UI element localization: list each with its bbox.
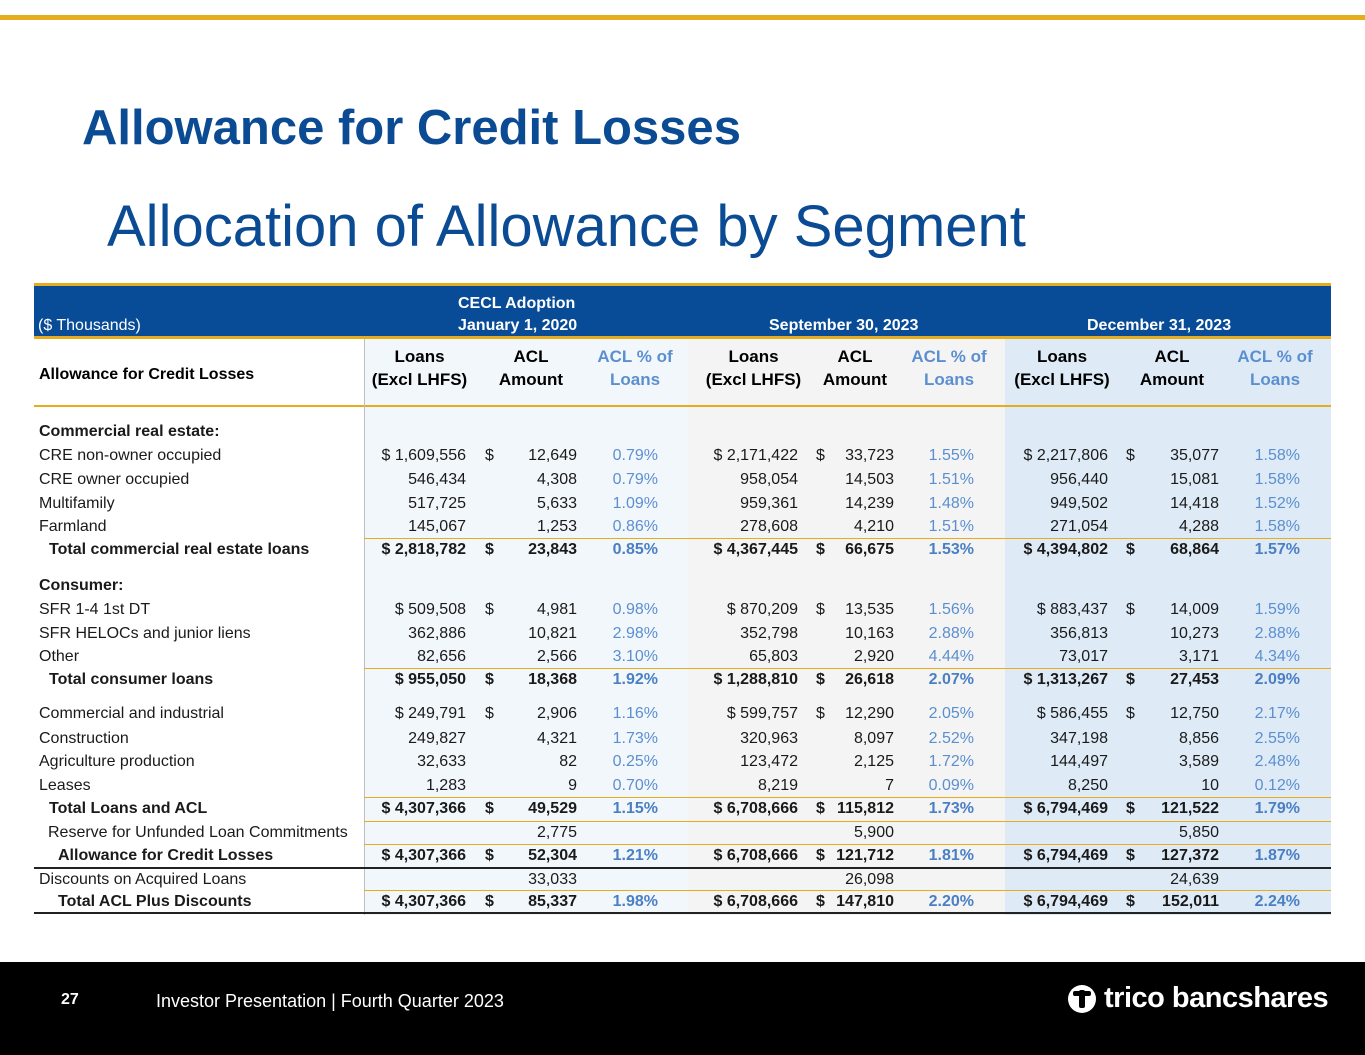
row-label: Reserve for Unfunded Loan Commitments [48, 824, 348, 841]
row-label: CRE non-owner occupied [39, 447, 222, 464]
table-row [34, 469, 1331, 492]
cell-acl-amount: 7 [885, 777, 894, 794]
row-label: Leases [39, 777, 91, 794]
table-row [34, 445, 1331, 468]
row-label: Multifamily [39, 495, 115, 512]
cell-acl-pct: 4.44% [928, 648, 974, 665]
cell-acl-dollar: $ [1126, 800, 1135, 817]
cell-acl-amount: 12,290 [845, 705, 894, 722]
cell-acl-pct: 1.09% [612, 495, 658, 512]
cell-loans: 249,827 [408, 730, 466, 747]
cell-loans: $ 6,708,666 [713, 800, 798, 817]
cell-acl-dollar: $ [485, 893, 494, 910]
cell-acl-amount: 12,750 [1170, 705, 1219, 722]
table-row [34, 751, 1331, 774]
cell-acl-pct: 2.48% [1254, 753, 1300, 770]
table-row [34, 891, 1331, 914]
cell-acl-amount: 121,522 [1161, 800, 1219, 817]
table-row [34, 775, 1331, 798]
period-header-cecl-line2: January 1, 2020 [458, 317, 578, 334]
cell-acl-dollar: $ [816, 893, 825, 910]
cell-loans: $ 4,307,366 [381, 893, 466, 910]
cell-acl-pct: 1.73% [928, 800, 974, 817]
cell-acl-amount: 152,011 [1162, 893, 1219, 910]
cell-acl-amount: 1,253 [536, 518, 577, 535]
cell-acl-amount: 68,864 [1170, 541, 1219, 558]
cell-loans: 352,798 [740, 625, 798, 642]
cell-acl-amount: 9 [568, 777, 577, 794]
row-label: SFR 1-4 1st DT [39, 601, 151, 618]
cell-acl-amount: 52,304 [528, 847, 577, 864]
table-header [34, 283, 1331, 336]
cell-acl-pct: 1.58% [1254, 518, 1300, 535]
cell-acl-pct: 0.12% [1254, 777, 1300, 794]
cell-acl-amount: 33,033 [528, 871, 577, 888]
col-header-acl-pct-2-line2: Loans [1249, 370, 1301, 389]
cell-acl-pct: 0.25% [612, 753, 658, 770]
row-label: Total consumer loans [49, 671, 214, 688]
col-header-acl-pct-1-line1: ACL % of [911, 347, 987, 366]
table-row [34, 646, 1331, 669]
cell-loans: $ 599,757 [726, 705, 798, 722]
cell-acl-amount: 2,566 [536, 648, 577, 665]
table-row [34, 798, 1331, 821]
subtotal-rule-total-loans [364, 797, 1331, 798]
page-title: Allowance for Credit Losses [82, 101, 741, 155]
row-label: Total ACL Plus Discounts [58, 893, 252, 910]
cell-acl-pct: 2.98% [612, 625, 658, 642]
cell-acl-pct: 1.98% [612, 893, 658, 910]
cell-acl-amount: 5,633 [536, 495, 577, 512]
table-row [34, 599, 1331, 622]
cell-acl-amount: 8,097 [853, 730, 894, 747]
cell-acl-amount: 23,843 [528, 541, 577, 558]
cell-loans: $ 249,791 [394, 705, 466, 722]
cell-acl-pct: 2.52% [928, 730, 974, 747]
cell-loans: $ 1,609,556 [381, 447, 466, 464]
cell-acl-dollar: $ [485, 601, 494, 618]
cell-acl-pct: 0.70% [612, 777, 658, 794]
col-header-acl-pct-2 [1230, 345, 1320, 391]
cell-loans: 65,803 [749, 648, 798, 665]
cell-acl-amount: 8,856 [1178, 730, 1219, 747]
table-row [34, 669, 1331, 692]
cell-acl-amount: 3,171 [1178, 648, 1219, 665]
cell-loans: $ 6,794,469 [1023, 893, 1108, 910]
cell-acl-amount: 121,712 [836, 847, 894, 864]
cell-loans: 1,283 [425, 777, 466, 794]
table-row [34, 539, 1331, 562]
cell-acl-amount: 35,077 [1170, 447, 1219, 464]
page-number: 27 [61, 991, 79, 1008]
cell-acl-amount: 2,775 [536, 824, 577, 841]
cell-acl-amount: 85,337 [528, 893, 577, 910]
units-label: ($ Thousands) [38, 317, 141, 334]
cell-loans: $ 6,794,469 [1023, 800, 1108, 817]
cell-loans: 73,017 [1059, 648, 1108, 665]
cell-acl-dollar: $ [1126, 601, 1135, 618]
cell-loans: 32,633 [417, 753, 466, 770]
rule-after-reserve [364, 844, 1331, 845]
column-header-rule [34, 405, 1331, 407]
cell-acl-amount: 10,273 [1170, 625, 1219, 642]
cell-acl-pct: 1.56% [928, 601, 974, 618]
cell-acl-amount: 33,723 [845, 447, 894, 464]
col-header-acl-pct-0 [590, 345, 680, 391]
table-row [34, 728, 1331, 751]
col-header-acl-1-line1: ACL [837, 347, 873, 366]
row-label: Discounts on Acquired Loans [39, 871, 247, 888]
cell-acl-dollar: $ [1126, 893, 1135, 910]
cell-loans: $ 955,050 [394, 671, 466, 688]
section-commercial-real-estate [34, 421, 1331, 444]
cell-acl-pct: 1.59% [1254, 601, 1300, 618]
cell-acl-pct: 1.73% [612, 730, 658, 747]
col-header-acl-pct-1-line2: Loans [923, 370, 975, 389]
cell-acl-pct: 1.92% [612, 671, 658, 688]
section-commercial-real-estate-label: Commercial real estate: [39, 423, 220, 440]
cell-acl-pct: 0.85% [612, 541, 658, 558]
cell-acl-pct: 1.87% [1254, 847, 1300, 864]
cell-acl-amount: 26,098 [845, 871, 894, 888]
cell-acl-amount: 4,981 [536, 601, 577, 618]
cell-acl-pct: 2.07% [928, 671, 974, 688]
cell-acl-amount: 10,821 [528, 625, 577, 642]
cell-acl-amount: 15,081 [1170, 471, 1219, 488]
cell-acl-pct: 1.57% [1254, 541, 1300, 558]
cell-loans: $ 4,307,366 [381, 800, 466, 817]
cell-acl-pct: 1.15% [612, 800, 658, 817]
cell-loans: $ 6,794,469 [1023, 847, 1108, 864]
cell-acl-dollar: $ [816, 601, 825, 618]
cell-loans: 145,067 [408, 518, 466, 535]
cell-acl-pct: 1.58% [1254, 447, 1300, 464]
cell-acl-amount: 14,239 [845, 495, 894, 512]
col-header-acl-2-line2: Amount [1139, 370, 1205, 389]
cell-acl-amount: 82 [559, 753, 577, 770]
cell-acl-amount: 12,649 [528, 447, 577, 464]
cell-acl-dollar: $ [485, 671, 494, 688]
cell-acl-dollar: $ [1126, 541, 1135, 558]
col-header-acl-2-line1: ACL [1154, 347, 1190, 366]
table-row [34, 516, 1331, 539]
cell-acl-pct: 1.51% [928, 518, 974, 535]
cell-loans: 144,497 [1050, 753, 1108, 770]
col-header-loans-2-line2: (Excl LHFS) [1014, 370, 1110, 389]
cell-acl-dollar: $ [816, 847, 825, 864]
column-header-row [34, 339, 1331, 407]
cell-acl-pct: 1.72% [928, 753, 974, 770]
cell-acl-amount: 4,210 [853, 518, 894, 535]
cell-acl-dollar: $ [485, 705, 494, 722]
logo-text: trico bancshares [1104, 982, 1329, 1014]
row-label: Farmland [39, 518, 107, 535]
col-header-acl-2 [1134, 345, 1210, 391]
cell-acl-amount: 5,900 [853, 824, 894, 841]
page-subtitle: Allocation of Allowance by Segment [107, 194, 1026, 259]
col-header-loans-0-line1: Loans [394, 347, 445, 366]
cell-acl-pct: 0.79% [612, 447, 658, 464]
col-header-loans-2 [1010, 345, 1114, 391]
cell-acl-dollar: $ [1126, 447, 1135, 464]
cell-acl-amount: 27,453 [1170, 671, 1219, 688]
cell-acl-dollar: $ [485, 447, 494, 464]
cell-loans: $ 2,818,782 [381, 541, 466, 558]
cell-acl-dollar: $ [485, 800, 494, 817]
section-consumer [34, 575, 1331, 598]
cell-loans: $ 4,367,445 [713, 541, 798, 558]
cell-loans: 8,219 [757, 777, 798, 794]
cell-acl-pct: 2.88% [928, 625, 974, 642]
cell-acl-amount: 13,535 [845, 601, 894, 618]
row-label: Commercial and industrial [39, 705, 224, 722]
cell-acl-amount: 49,529 [528, 800, 577, 817]
cell-acl-pct: 0.79% [612, 471, 658, 488]
cell-acl-amount: 66,675 [845, 541, 894, 558]
row-label: Allowance for Credit Losses [58, 847, 274, 864]
cell-loans: 123,472 [740, 753, 798, 770]
cell-acl-pct: 2.17% [1254, 705, 1300, 722]
cell-acl-amount: 2,125 [853, 753, 894, 770]
cell-acl-pct: 2.24% [1254, 893, 1300, 910]
cell-acl-pct: 1.48% [928, 495, 974, 512]
col-header-loans-2-line1: Loans [1036, 347, 1088, 366]
cell-loans: $ 883,437 [1036, 601, 1108, 618]
cell-acl-amount: 14,418 [1170, 495, 1219, 512]
col-header-acl-pct-1 [906, 345, 992, 391]
rule-table-bottom [34, 912, 1331, 914]
cell-loans: 320,963 [740, 730, 798, 747]
table-row [34, 845, 1331, 868]
cell-acl-dollar: $ [816, 671, 825, 688]
cell-loans: 959,361 [740, 495, 798, 512]
row-header-label: Allowance for Credit Losses [39, 366, 255, 383]
cell-acl-dollar: $ [1126, 671, 1135, 688]
section-consumer-label: Consumer: [39, 577, 124, 594]
cell-acl-dollar: $ [485, 541, 494, 558]
period-header-sep-2023: September 30, 2023 [769, 317, 919, 334]
cell-loans: 956,440 [1050, 471, 1108, 488]
cell-loans: $ 509,508 [394, 601, 466, 618]
cell-loans: $ 6,708,666 [713, 893, 798, 910]
cell-acl-amount: 18,368 [528, 671, 577, 688]
cell-loans: 347,198 [1050, 730, 1108, 747]
row-label: Construction [39, 730, 129, 747]
cell-acl-dollar: $ [1126, 705, 1135, 722]
cell-loans: $ 1,288,810 [713, 671, 798, 688]
cell-acl-amount: 5,850 [1178, 824, 1219, 841]
row-label: CRE owner occupied [39, 471, 190, 488]
cell-acl-amount: 14,009 [1170, 601, 1219, 618]
cell-acl-pct: 1.55% [928, 447, 974, 464]
row-label: Total commercial real estate loans [49, 541, 310, 558]
cell-acl-pct: 1.16% [612, 705, 658, 722]
cell-acl-pct: 0.09% [928, 777, 974, 794]
cell-acl-pct: 1.53% [928, 541, 974, 558]
table-row [34, 623, 1331, 646]
col-header-acl-0-line2: Amount [498, 370, 564, 389]
rule-after-discounts [364, 890, 1331, 891]
cell-acl-pct: 2.88% [1254, 625, 1300, 642]
col-header-acl-0-line1: ACL [513, 347, 549, 366]
cell-acl-dollar: $ [816, 705, 825, 722]
cell-loans: $ 1,313,267 [1023, 671, 1108, 688]
cell-acl-dollar: $ [485, 847, 494, 864]
cell-acl-amount: 127,372 [1161, 847, 1219, 864]
cell-loans: 958,054 [740, 471, 798, 488]
cell-acl-dollar: $ [816, 800, 825, 817]
col-header-acl-pct-2-line1: ACL % of [1237, 347, 1313, 366]
rule-allowance-black [34, 867, 1331, 869]
trico-logo-icon [1068, 985, 1096, 1013]
cell-acl-pct: 2.20% [928, 893, 974, 910]
cell-acl-pct: 2.55% [1254, 730, 1300, 747]
table-row [34, 703, 1331, 726]
cell-loans: $ 4,307,366 [381, 847, 466, 864]
cell-acl-amount: 3,589 [1178, 753, 1219, 770]
table-row [34, 493, 1331, 516]
period-header-dec-2023: December 31, 2023 [1087, 317, 1232, 334]
col-header-loans-1 [702, 345, 805, 391]
table-row [34, 869, 1331, 892]
col-header-loans-1-line2: (Excl LHFS) [705, 370, 802, 389]
cell-acl-amount: 147,810 [836, 893, 894, 910]
col-header-acl-pct-0-line2: Loans [609, 370, 661, 389]
cell-loans: 356,813 [1050, 625, 1108, 642]
col-header-acl-pct-0-line1: ACL % of [597, 347, 673, 366]
col-header-loans-0-line2: (Excl LHFS) [371, 370, 468, 389]
cell-acl-dollar: $ [816, 447, 825, 464]
cell-loans: 82,656 [417, 648, 466, 665]
cell-acl-dollar: $ [816, 541, 825, 558]
cell-acl-amount: 4,308 [536, 471, 577, 488]
cell-loans: 949,502 [1050, 495, 1108, 512]
cell-loans: $ 870,209 [726, 601, 798, 618]
top-accent-rule [0, 15, 1365, 20]
cell-acl-amount: 4,288 [1178, 518, 1219, 535]
row-label: Other [39, 648, 80, 665]
cell-acl-pct: 3.10% [612, 648, 658, 665]
cell-acl-pct: 1.51% [928, 471, 974, 488]
cell-acl-amount: 2,906 [536, 705, 577, 722]
cell-acl-amount: 14,503 [845, 471, 894, 488]
cell-acl-pct: 1.52% [1254, 495, 1300, 512]
acl-table [34, 283, 1331, 915]
cell-loans: 517,725 [408, 495, 466, 512]
cell-acl-amount: 115,812 [837, 800, 894, 817]
col-header-loans-1-line1: Loans [728, 347, 779, 366]
subtotal-rule-consumer [364, 668, 1331, 669]
period-header-cecl-line1: CECL Adoption [458, 295, 576, 312]
footer-text: Investor Presentation | Fourth Quarter 2023 [156, 991, 504, 1011]
cell-acl-amount: 24,639 [1170, 871, 1219, 888]
cell-acl-pct: 1.81% [928, 847, 974, 864]
cell-acl-amount: 10,163 [845, 625, 894, 642]
col-header-loans-0 [368, 345, 471, 391]
row-label: SFR HELOCs and junior liens [39, 625, 251, 642]
row-label: Agriculture production [39, 753, 195, 770]
cell-acl-amount: 2,920 [853, 648, 894, 665]
subtotal-rule-cre [364, 538, 1331, 539]
col-header-acl-0 [492, 345, 570, 391]
cell-acl-pct: 0.98% [612, 601, 658, 618]
cell-acl-pct: 4.34% [1254, 648, 1300, 665]
col-header-acl-1-line2: Amount [822, 370, 888, 389]
cell-acl-pct: 2.05% [928, 705, 974, 722]
col-header-acl-1 [818, 345, 892, 391]
cell-acl-amount: 4,321 [536, 730, 577, 747]
row-label: Total Loans and ACL [49, 800, 208, 817]
cell-loans: 546,434 [408, 471, 466, 488]
cell-loans: $ 2,217,806 [1023, 447, 1108, 464]
cell-loans: 278,608 [740, 518, 798, 535]
cell-acl-pct: 2.09% [1254, 671, 1300, 688]
cell-acl-amount: 10 [1201, 777, 1219, 794]
cell-acl-pct: 1.21% [612, 847, 658, 864]
cell-loans: $ 4,394,802 [1023, 541, 1108, 558]
cell-acl-pct: 1.79% [1254, 800, 1300, 817]
cell-acl-pct: 1.58% [1254, 471, 1300, 488]
cell-loans: $ 2,171,422 [713, 447, 798, 464]
cell-acl-amount: 26,618 [845, 671, 894, 688]
cell-loans: 8,250 [1067, 777, 1108, 794]
cell-loans: $ 6,708,666 [713, 847, 798, 864]
cell-loans: 271,054 [1050, 518, 1108, 535]
company-logo [1068, 982, 1328, 1015]
cell-loans: 362,886 [408, 625, 466, 642]
rule-after-total [364, 821, 1331, 822]
table-row [34, 822, 1331, 845]
cell-acl-pct: 0.86% [612, 518, 658, 535]
cell-acl-dollar: $ [1126, 847, 1135, 864]
cell-loans: $ 586,455 [1036, 705, 1108, 722]
